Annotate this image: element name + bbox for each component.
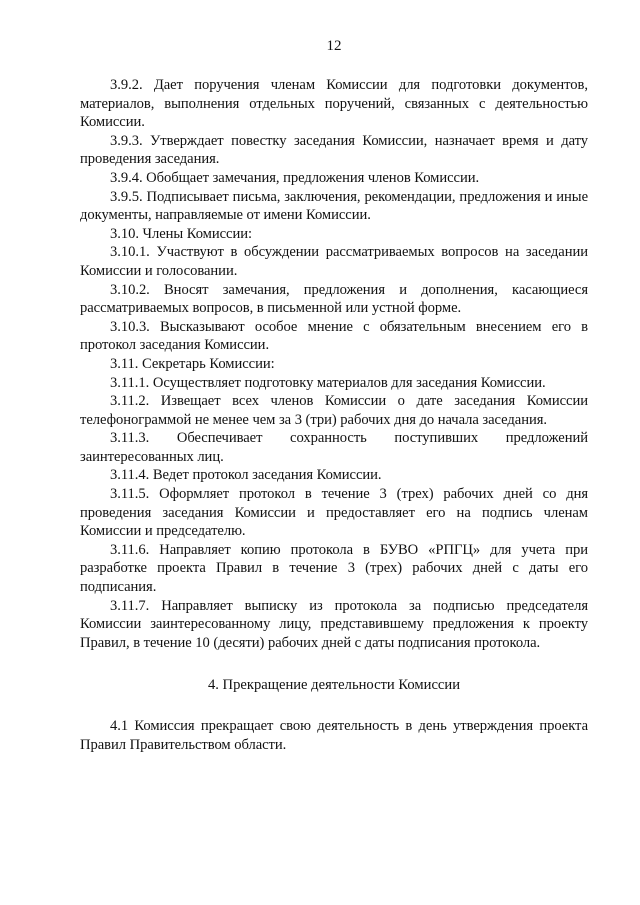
paragraph-3-11-5: 3.11.5. Оформляет протокол в течение 3 (трех) рабочих дней со дня проведения заседания Комиссии и предоставляет его на подпись членам Комиссии и председателю. xyxy=(80,486,588,540)
paragraph-4-1: 4.1 Комиссия прекращает свою деятельность в день утверждения проекта Правил Правительством области. xyxy=(80,718,588,753)
paragraph-3-11-7: 3.11.7. Направляет выписку из протокола за подписью председателя Комиссии заинтересованному лицу, представившему предложения к проекту Правил, в течение 10 (десяти) рабочих дней с даты подписания протокола. xyxy=(80,597,588,651)
paragraph-3-9-4: 3.9.4. Обобщает замечания, предложения членов Комиссии. xyxy=(110,169,480,186)
paragraph-3-11-6: 3.11.6. Направляет копию протокола в БУВО «РПГЦ» для учета при разработке проекта Правил в течение 3 (трех) рабочих дней с даты его подписания. xyxy=(80,541,588,596)
paragraph-3-9-2: 3.9.2. Дает поручения членам Комиссии для подготовки документов, материалов, выполнения отдельных поручений, связанных с деятельностью Комиссии. xyxy=(80,77,588,131)
paragraph-3-10-3: 3.10.3. Высказывают особое мнение с обязательным внесением его в протокол заседания Комиссии. xyxy=(80,318,588,354)
paragraph-3-10-1: 3.10.1. Участвуют в обсуждении рассматриваемых вопросов на заседании Комиссии и голосовании. xyxy=(80,244,588,279)
paragraph-3-11-3: 3.11.3. Обеспечивает сохранность поступивших предложений заинтересованных лиц. xyxy=(80,430,588,465)
page-number: 12 xyxy=(326,38,342,54)
paragraph-3-11-4: 3.11.4. Ведет протокол заседания Комиссии. xyxy=(110,467,382,484)
paragraph-3-11-1: 3.11.1. Осуществляет подготовку материалов для заседания Комиссии. xyxy=(110,374,546,391)
paragraph-3-11-2: 3.11.2. Извещает всех членов Комиссии о дате заседания Комиссии телефонограммой не менее чем за 3 (три) рабочих дня до начала заседания. xyxy=(80,393,588,428)
paragraph-3-11: 3.11. Секретарь Комиссии: xyxy=(110,355,275,372)
paragraph-3-10-2: 3.10.2. Вносят замечания, предложения и дополнения, касающиеся рассматриваемых вопросов, в письменной или устной форме. xyxy=(80,281,588,317)
section-4-heading: 4. Прекращение деятельности Комиссии xyxy=(207,677,461,694)
paragraph-3-9-3: 3.9.3. Утверждает повестку заседания Комиссии, назначает время и дату проведения заседания. xyxy=(80,132,588,168)
paragraph-3-10: 3.10. Члены Комиссии: xyxy=(110,225,252,242)
paragraph-3-9-5: 3.9.5. Подписывает письма, заключения, рекомендации, предложения и иные документы, направляемые от имени Комиссии. xyxy=(80,188,588,224)
